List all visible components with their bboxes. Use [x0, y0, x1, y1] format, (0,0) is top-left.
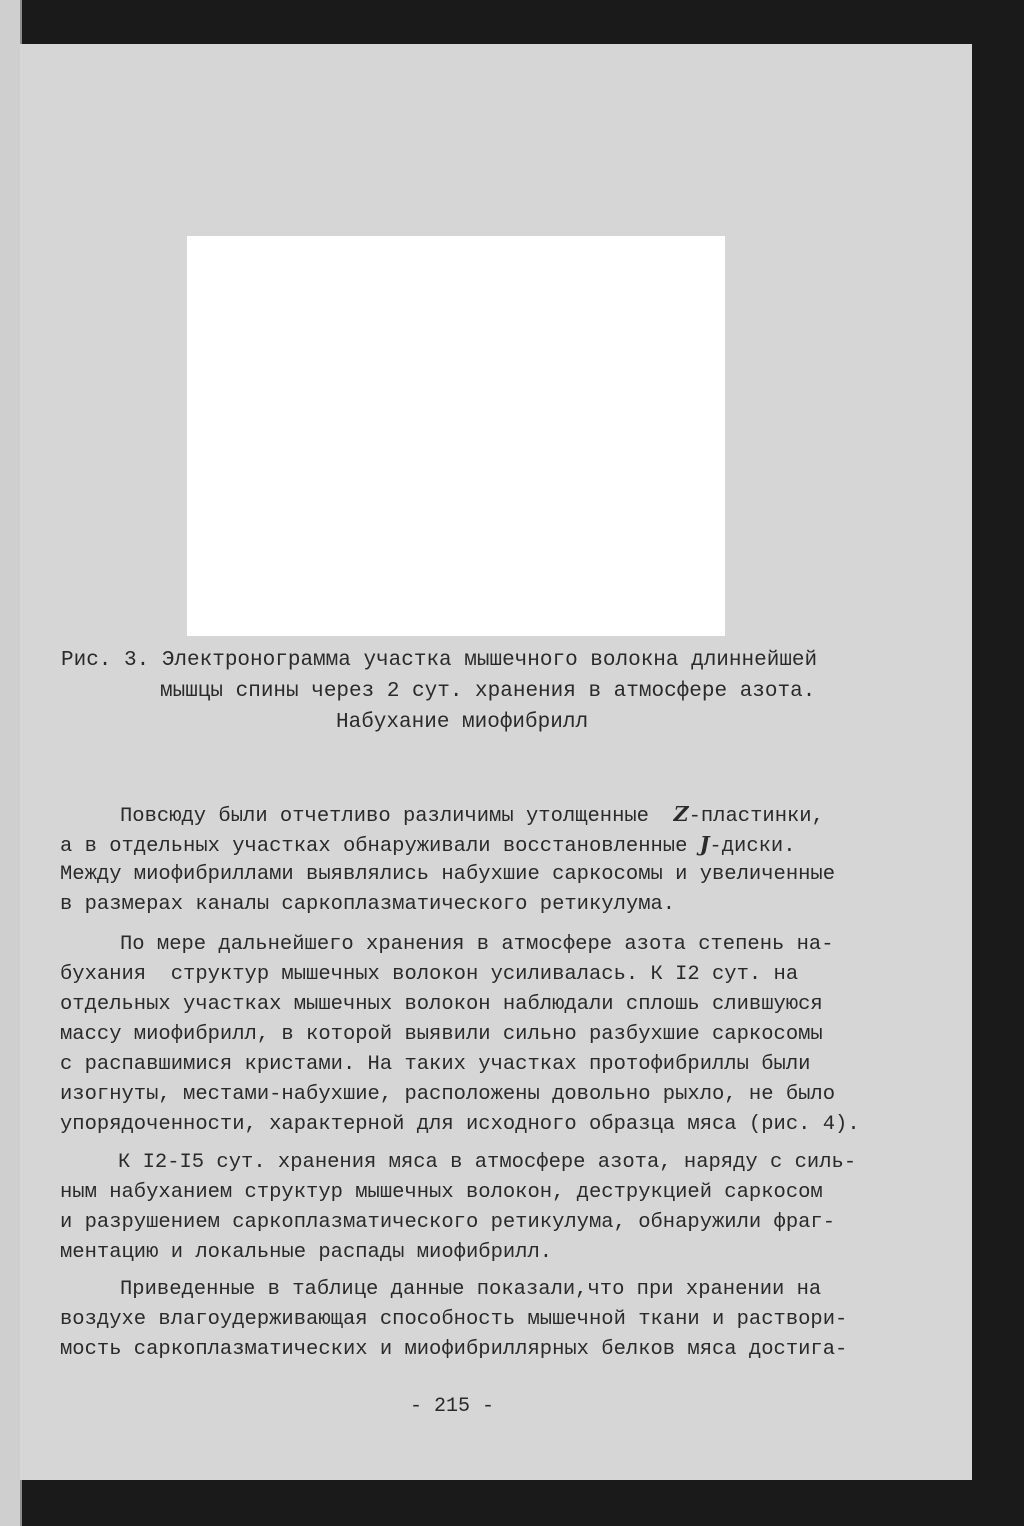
text-fragment: -пластинки,	[688, 805, 824, 828]
text-line: бухания структур мышечных волокон усиливалась. К I2 сут. на	[60, 963, 799, 986]
text-line: изогнуты, местами-набухшие, расположены довольно рыхло, не было	[60, 1083, 836, 1106]
caption-line-2: мышцы спины через 2 сут. хранения в атмосфере азота.	[160, 680, 816, 703]
j-letter: J	[699, 832, 710, 856]
caption-line-3: Набухание миофибрилл	[336, 711, 589, 734]
text-fragment: Повсюду были отчетливо различимы утолщенные	[120, 805, 649, 828]
text-line: Между миофибриллами выявлялись набухшие саркосомы и увеличенные	[60, 863, 836, 886]
text-line: Приведенные в таблице данные показали,что при хранении на	[120, 1278, 822, 1301]
page-number: - 215 -	[410, 1395, 495, 1418]
book-binding-edge	[0, 0, 22, 1526]
text-line	[120, 800, 824, 832]
text-fragment: -диски.	[709, 835, 796, 858]
text-fragment: а в отдельных участках обнаруживали восстановленные	[60, 835, 688, 858]
figure-3-electron-micrograph	[187, 236, 725, 636]
text-line: ным набуханием структур мышечных волокон, деструкцией саркосом	[60, 1181, 823, 1204]
text-line: К I2-I5 сут. хранения мяса в атмосфере азота, наряду с силь-	[118, 1151, 857, 1174]
text-line: отдельных участках мышечных волокон наблюдали сплошь слившуюся	[60, 993, 823, 1016]
text-line: воздухе влагоудерживающая способность мышечной ткани и раствори-	[60, 1308, 848, 1331]
text-line: мость саркоплазматических и миофибриллярных белков мяса достига-	[60, 1338, 848, 1361]
text-line	[60, 830, 796, 862]
text-line: упорядоченности, характерной для исходного образца мяса (рис. 4).	[60, 1113, 860, 1136]
text-line: ментацию и локальные распады миофибрилл.	[60, 1241, 553, 1264]
text-line: и разрушением саркоплазматического ретикулума, обнаружили фраг-	[60, 1211, 836, 1234]
text-line: По мере дальнейшего хранения в атмосфере азота степень на-	[120, 933, 834, 956]
caption-line-1: Рис. 3. Электронограмма участка мышечного волокна длиннейшей	[61, 649, 818, 672]
z-letter: Z	[673, 802, 689, 826]
text-line: массу миофибрилл, в которой выявили сильно разбухшие саркосомы	[60, 1023, 823, 1046]
text-line: в размерах каналы саркоплазматического ретикулума.	[60, 893, 676, 916]
text-line: с распавшимися кристами. На таких участках протофибриллы были	[60, 1053, 811, 1076]
